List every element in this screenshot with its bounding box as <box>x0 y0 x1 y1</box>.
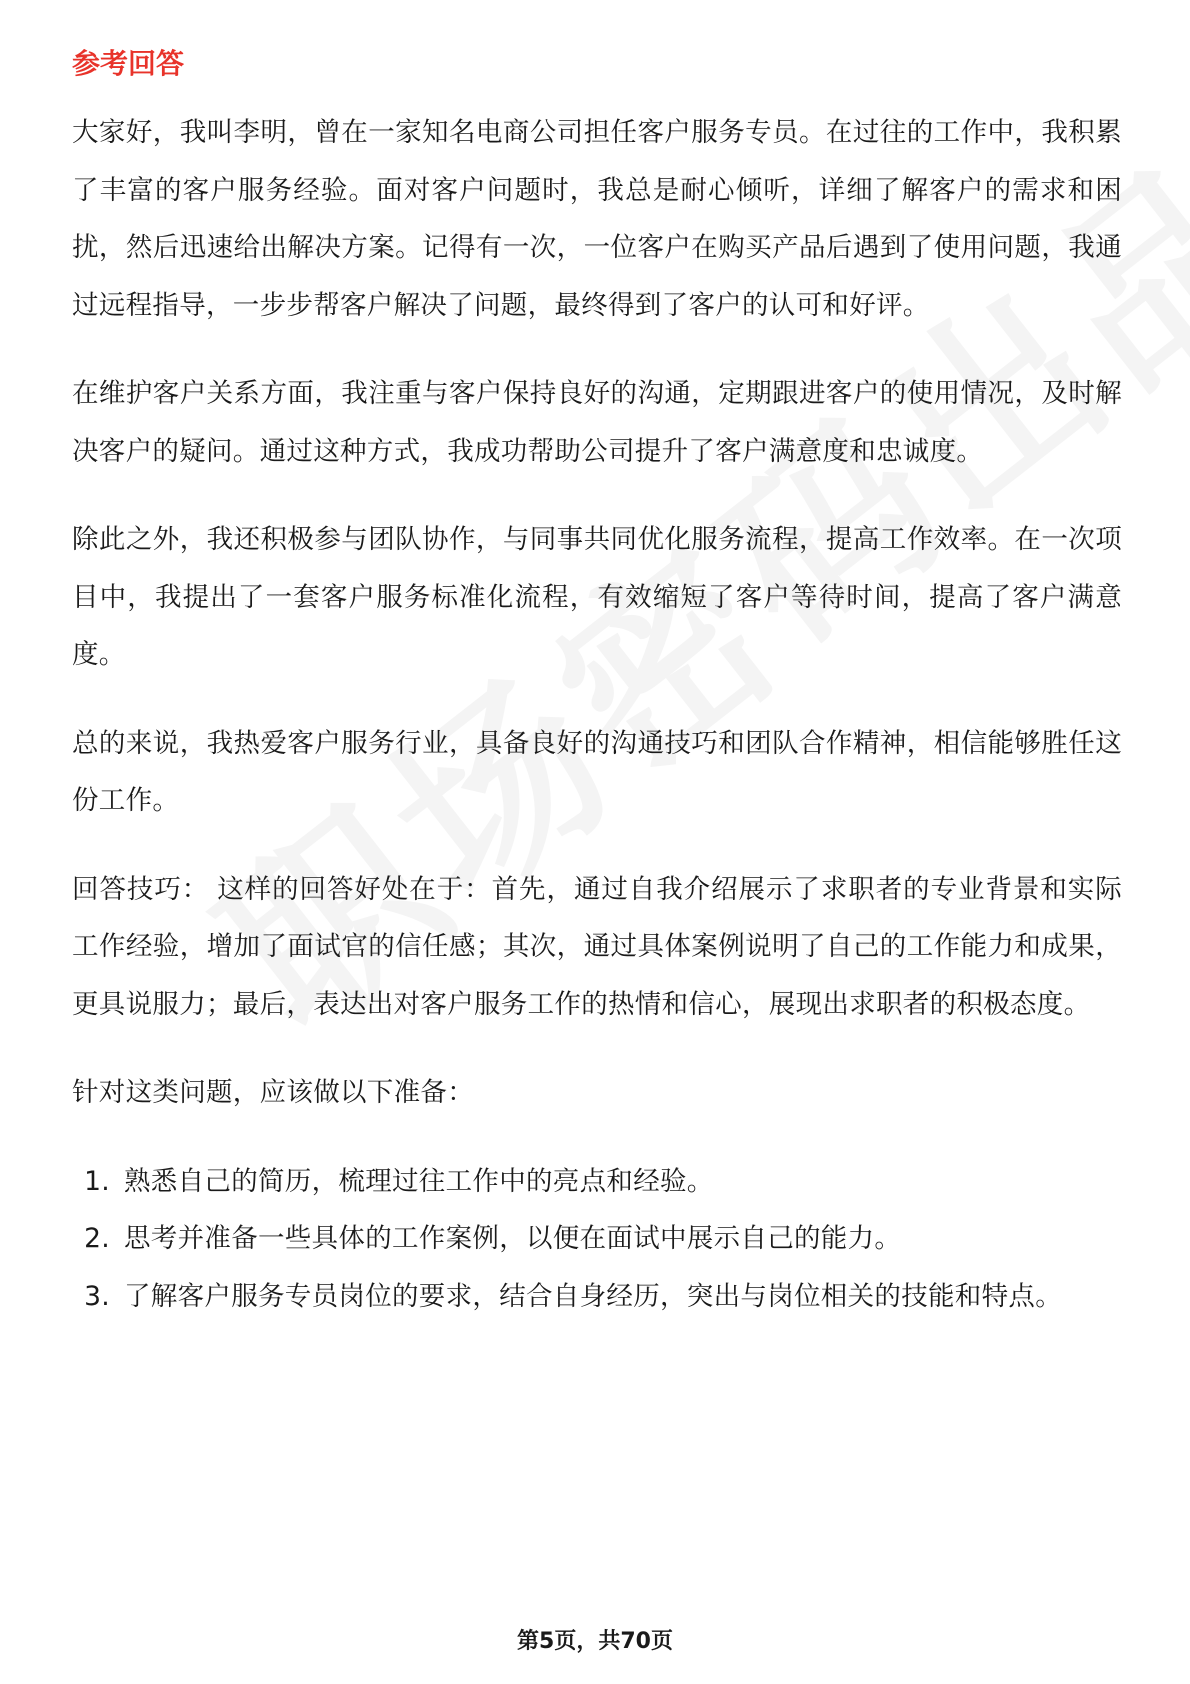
answer-paragraph: 总的来说，我热爱客户服务行业，具备良好的沟通技巧和团队合作精神，相信能够胜任这份工作。 <box>72 727 1122 816</box>
content <box>72 44 1122 1325</box>
list-text: 了解客户服务专员岗位的要求，结合自身经历，突出与岗位相关的技能和特点。 <box>124 1280 1062 1312</box>
answer-paragraph: 在维护客户关系方面，我注重与客户保持良好的沟通，定期跟进客户的使用情况，及时解决客户的疑问。通过这种方式，我成功帮助公司提升了客户满意度和忠诚度。 <box>72 378 1122 467</box>
list-text: 思考并准备一些具体的工作案例，以便在面试中展示自己的能力。 <box>124 1223 902 1254</box>
page-number: 第5页，共70页 <box>517 1629 673 1654</box>
section-heading: 参考回答 <box>72 47 185 80</box>
list-item <box>72 1210 1122 1268</box>
list-number: 1. <box>84 1165 110 1197</box>
prep-list <box>72 1153 1122 1326</box>
answer-paragraph: 除此之外，我还积极参与团队协作，与同事共同优化服务流程，提高工作效率。在一次项目中，我提出了一套客户服务标准化流程，有效缩短了客户等待时间，提高了客户满意度。 <box>72 524 1122 670</box>
list-item <box>72 1153 1122 1211</box>
tips-paragraph <box>72 861 1122 1034</box>
answer-paragraph: 大家好，我叫李明，曾在一家知名电商公司担任客户服务专员。在过往的工作中，我积累了丰富的客户服务经验。面对客户问题时，我总是耐心倾听，详细了解客户的需求和困扰，然后迅速给出解决方案。记得有一次，一位客户在购买产品后遇到了使用问题，我通过远程指导，一步步帮客户解决了问题，最终得到了客户的认可和好评。 <box>72 117 1122 321</box>
prep-intro: 针对这类问题，应该做以下准备： <box>72 1077 474 1108</box>
list-text: 熟悉自己的简历，梳理过往工作中的亮点和经验。 <box>124 1165 714 1197</box>
list-number: 3. <box>84 1280 110 1312</box>
list-number: 2. <box>84 1223 110 1254</box>
tips-label: 回答技巧： <box>72 873 210 905</box>
tips-text: 这样的回答好处在于：首先，通过自我介绍展示了求职者的专业背景和实际工作经验，增加了面试官的信任感；其次，通过具体案例说明了自己的工作能力和成果，更具说服力；最后，表达出对客户服务工作的热情和信心，展现出求职者的积极态度。 <box>72 873 1123 1020</box>
list-item <box>72 1268 1122 1326</box>
